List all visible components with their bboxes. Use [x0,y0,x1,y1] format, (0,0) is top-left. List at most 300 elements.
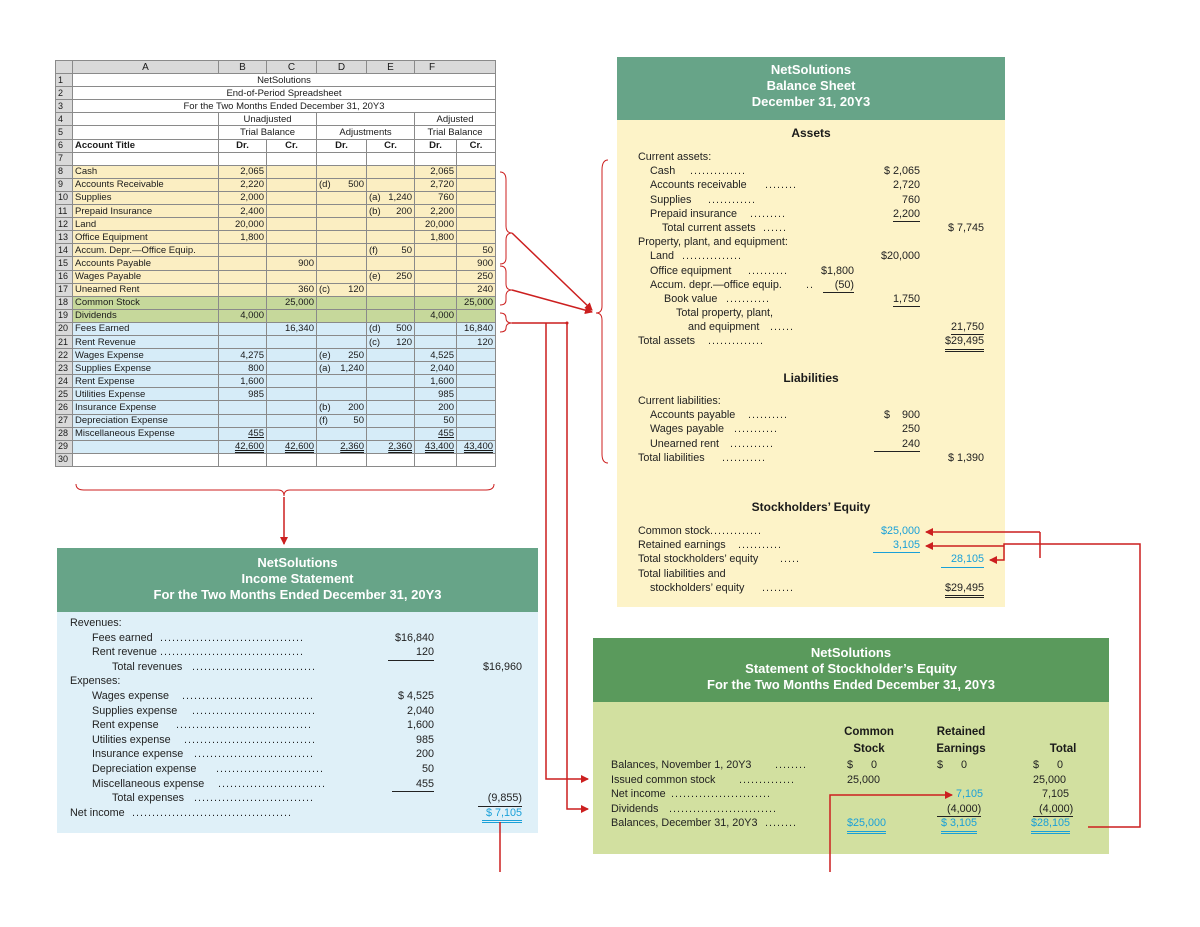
total-adjustments-cr[interactable]: 2,360 [367,440,415,453]
adjustments-cr-cell[interactable] [367,388,415,401]
adjusted-dr-cell[interactable]: 985 [415,388,457,401]
is-depr: 50 [421,762,434,775]
se-ni-tot: 7,105 [1042,788,1070,801]
row-number[interactable]: 4 [56,113,73,126]
column-header-a[interactable]: A [73,61,219,74]
is-misc: 455 [392,777,434,793]
adjusted-dr-cell[interactable]: 4,525 [415,349,457,362]
unadjusted-dr-cell[interactable]: 455 [219,427,267,440]
row-number[interactable]: 24 [56,375,73,388]
brace-liabilities [500,266,512,305]
adjustments-dr-cell[interactable] [317,218,367,231]
sheet-account-row [56,296,496,309]
adjustments-cr-cell[interactable] [367,362,415,375]
se-issued-tot: 25,000 [1033,773,1067,786]
unadjusted-cr-cell[interactable] [267,388,317,401]
account-title-cell[interactable]: Accounts Receivable [73,178,219,191]
adjusted-dr-cell[interactable]: 2,040 [415,362,457,375]
bs-total-liab: $ 1,390 [947,451,984,464]
cell[interactable] [457,453,496,466]
adjustments-dr-cell[interactable] [317,414,367,427]
adjusted-dr-cell[interactable]: 2,065 [415,165,457,178]
adjusted-cr-cell[interactable] [457,191,496,204]
account-title-cell[interactable]: Supplies [73,191,219,204]
bs-current-liab-label: Current liabilities: [638,395,721,407]
sheet-row-4 [56,113,496,126]
adjusted-dr-cell[interactable]: 455 [415,427,457,440]
unadjusted-dr-cell[interactable]: 985 [219,388,267,401]
adjusted-cr-cell[interactable]: 50 [457,244,496,257]
adjustments-cr-cell[interactable] [367,335,415,348]
account-title-cell[interactable]: Accounts Payable [73,257,219,270]
adjustment-key-label: (b) [319,401,331,413]
is-misc-label: Miscellaneous expense [92,777,205,790]
adjustments-cr-cell[interactable] [367,375,415,388]
adjustments-dr-cell[interactable] [317,191,367,204]
adjusted-dr-cell[interactable] [415,296,457,309]
row-number[interactable]: 16 [56,270,73,283]
total-adjustments-dr[interactable]: 2,360 [317,440,367,453]
adjustment-key-label: (a) [369,192,381,204]
cell[interactable] [73,453,219,466]
bs-total-ppe-label-2: and equipment [688,321,760,334]
dr-header[interactable]: Dr. [219,139,267,152]
corner-cell[interactable] [56,61,73,74]
row-number[interactable]: 19 [56,309,73,322]
row-number[interactable]: 13 [56,231,73,244]
row-number[interactable]: 9 [56,178,73,191]
bs-current-assets-label: Current assets: [638,151,712,163]
unadjusted-dr-cell[interactable] [219,401,267,414]
unadjusted-dr-cell[interactable] [219,322,267,335]
adjusted-cr-cell[interactable] [457,218,496,231]
row-number[interactable]: 22 [56,349,73,362]
is-period: For the Two Months Ended December 31, 20Y3 [153,587,442,602]
cell[interactable] [267,453,317,466]
adjustments-header[interactable]: Adjustments [317,126,415,139]
row-number[interactable]: 20 [56,322,73,335]
adjustments-dr-cell[interactable] [317,349,367,362]
cell[interactable] [267,152,317,165]
adjustments-cr-cell[interactable] [367,244,415,257]
se-col-common-1: Common [844,726,894,738]
se-div-tot: (4,000) [1033,802,1073,818]
cr-header[interactable]: Cr. [367,139,415,152]
row-number[interactable]: 2 [56,87,73,100]
unadjusted-cr-cell[interactable] [267,205,317,218]
sheet-account-row [56,283,496,296]
is-fees-label: Fees earned [92,631,153,644]
income-statement-body: Revenues: Fees earned .................................... $16,840 Rent revenue .................................... 120 Total revenues ............................... $16,960 Expenses: Wages expense ................................. $ 4,525 Supplies expense ............................... 2,040 Rent expense .................................. 1,600 Utilities expense ................................. 985 Insurance expense .............................. 200 Depreciation expense ........................... 50 Miscellaneous expense ........................... 455 Total expenses .............................. (9,855) Net income ........................................ $ 7,105 [70,616,530,820]
adjusted-dr-cell[interactable] [415,244,457,257]
unadjusted-cr-cell[interactable] [267,375,317,388]
row-number[interactable]: 28 [56,427,73,440]
adjusted-dr-cell[interactable]: 2,720 [415,178,457,191]
adjusted-dr-cell[interactable] [415,335,457,348]
bs-prepaid-label: Prepaid insurance [650,207,738,220]
adjusted-cr-cell[interactable] [457,375,496,388]
unadjusted-cr-cell[interactable] [267,191,317,204]
sheet-account-row [56,335,496,348]
unadjusted-dr-cell[interactable]: 2,000 [219,191,267,204]
bs-date: December 31, 20Y3 [751,94,871,109]
bs-total-le-label-2: stockholders’ equity [650,581,745,594]
total-unadjusted-dr[interactable]: 42,600 [219,440,267,453]
adjustments-dr-cell[interactable] [317,296,367,309]
unadjusted-cr-cell[interactable]: 360 [267,283,317,296]
adjustments-cr-cell[interactable] [367,283,415,296]
adjustments-cr-cell[interactable] [367,231,415,244]
bs-ppe-label: Property, plant, and equipment: [638,236,788,249]
bs-book: 1,750 [893,292,920,307]
adjusted-dr-cell[interactable]: 1,800 [415,231,457,244]
account-title-cell[interactable]: Common Stock [73,296,219,309]
adjustments-dr-cell[interactable] [317,244,367,257]
account-title-cell[interactable]: Wages Expense [73,349,219,362]
account-title-cell[interactable]: Office Equipment [73,231,219,244]
unadjusted-dr-cell[interactable]: 1,800 [219,231,267,244]
adjusted-cr-cell[interactable]: 25,000 [457,296,496,309]
account-title-cell[interactable]: Prepaid Insurance [73,205,219,218]
cell[interactable] [73,440,219,453]
equity-statement-header [593,638,1109,702]
row-number[interactable]: 14 [56,244,73,257]
unadjusted-header[interactable]: Unadjusted [219,113,317,126]
sheet-period-title[interactable]: For the Two Months Ended December 31, 20Y3 [73,100,496,113]
is-net-income: $ 7,105 [482,806,522,824]
row-number[interactable]: 6 [56,139,73,152]
se-issued-label: Issued common stock [611,773,716,786]
unadjusted-cr-cell[interactable] [267,414,317,427]
adjusted-cr-cell[interactable] [457,414,496,427]
cell[interactable] [415,453,457,466]
sheet-row-6 [56,139,496,152]
bs-assets-title: Assets [791,126,831,140]
sheet-account-row [56,244,496,257]
se-bal-dec-cs: $25,000 [847,816,886,834]
cell[interactable] [73,152,219,165]
adjusted-trial-balance-header[interactable]: Trial Balance [415,126,496,139]
is-total-exp-label: Total expenses [112,792,185,805]
row-number[interactable]: 18 [56,296,73,309]
unadjusted-dr-cell[interactable]: 2,400 [219,205,267,218]
adjusted-cr-cell[interactable]: 16,840 [457,322,496,335]
adjusted-cr-cell[interactable] [457,427,496,440]
unadjusted-cr-cell[interactable]: 900 [267,257,317,270]
account-title-cell[interactable]: Cash [73,165,219,178]
adjusted-dr-cell[interactable]: 1,600 [415,375,457,388]
unadjusted-dr-cell[interactable] [219,270,267,283]
dr-header[interactable]: Dr. [415,139,457,152]
adjustments-dr-cell[interactable] [317,257,367,270]
is-supplies: 2,040 [406,704,434,717]
unadjusted-cr-cell[interactable] [267,349,317,362]
unadjusted-cr-cell[interactable] [267,362,317,375]
cell[interactable] [457,152,496,165]
account-title-cell[interactable]: Wages Payable [73,270,219,283]
cell[interactable] [73,126,219,139]
adjustments-cr-cell[interactable] [367,401,415,414]
sheet-account-row [56,231,496,244]
adjustment-key-label: (d) [319,179,331,191]
adjusted-cr-cell[interactable] [457,178,496,191]
se-col-common [839,724,899,758]
adjusted-cr-cell[interactable]: 120 [457,335,496,348]
adjusted-dr-cell[interactable]: 20,000 [415,218,457,231]
adjustments-dr-cell[interactable] [317,231,367,244]
unadjusted-cr-cell[interactable] [267,218,317,231]
total-adjusted-dr[interactable]: 43,400 [415,440,457,453]
total-adjusted-cr[interactable]: 43,400 [457,440,496,453]
bs-total-se-label: Total stockholders’ equity [638,553,759,566]
adjusted-cr-cell[interactable] [457,205,496,218]
adjusted-cr-cell[interactable]: 240 [457,283,496,296]
cr-header[interactable]: Cr. [457,139,496,152]
unadjusted-cr-cell[interactable] [267,309,317,322]
adjustments-dr-cell[interactable] [317,335,367,348]
adjustments-cr-cell[interactable] [367,296,415,309]
bs-cash-label: Cash [650,165,676,178]
adjustment-amount: 250 [348,349,364,361]
column-header-d[interactable]: D [317,61,367,74]
adjustments-cr-cell[interactable] [367,427,415,440]
adjusted-cr-cell[interactable] [457,401,496,414]
account-title-cell[interactable]: Fees Earned [73,322,219,335]
adjustments-dr-cell[interactable] [317,205,367,218]
is-ins-label: Insurance expense [92,748,184,761]
bs-ar-label: Accounts receivable [650,179,747,192]
sheet-company-title[interactable]: NetSolutions [73,74,496,87]
adjustment-amount: 1,240 [340,362,364,374]
bs-wp: 250 [901,423,920,436]
bs-ur: 240 [874,437,920,452]
adjusted-cr-cell[interactable] [457,309,496,322]
column-header-b[interactable]: B [219,61,267,74]
adjustments-dr-cell[interactable] [317,388,367,401]
bs-equity-title: Stockholders’ Equity [751,500,871,514]
unadjusted-cr-cell[interactable] [267,231,317,244]
row-number[interactable]: 29 [56,440,73,453]
unadjusted-dr-cell[interactable] [219,296,267,309]
bs-liabilities-title: Liabilities [783,371,839,385]
cell[interactable] [73,113,219,126]
is-wages: $ 4,525 [397,689,434,702]
unadjusted-dr-cell[interactable] [219,257,267,270]
row-number[interactable]: 8 [56,165,73,178]
unadjusted-cr-cell[interactable]: 25,000 [267,296,317,309]
account-title-cell[interactable]: Depreciation Expense [73,414,219,427]
trial-balance-header[interactable]: Trial Balance [219,126,317,139]
row-number[interactable]: 11 [56,205,73,218]
adjustments-cr-cell[interactable] [367,322,415,335]
unadjusted-cr-cell[interactable]: 16,340 [267,322,317,335]
dr-header[interactable]: Dr. [317,139,367,152]
unadjusted-cr-cell[interactable] [267,427,317,440]
row-number[interactable]: 21 [56,335,73,348]
spreadsheet-table [55,60,496,467]
adjusted-cr-cell[interactable] [457,231,496,244]
adjustment-key-label: (f) [319,415,328,427]
adjusted-cr-cell[interactable] [457,388,496,401]
row-number[interactable]: 1 [56,74,73,87]
adjustments-cr-cell[interactable] [367,349,415,362]
account-title-cell[interactable]: Dividends [73,309,219,322]
adjusted-cr-cell[interactable] [457,349,496,362]
cr-header[interactable]: Cr. [267,139,317,152]
bs-ar: 2,720 [892,179,920,192]
adjustment-key-label: (c) [319,284,331,296]
adjustment-key-label: (b) [369,205,381,217]
arrow-liab-to-bs [512,290,592,312]
bs-company: NetSolutions [770,62,852,77]
adjusted-cr-cell[interactable] [457,165,496,178]
row-number[interactable]: 5 [56,126,73,139]
row-number[interactable]: 12 [56,218,73,231]
account-title-cell[interactable]: Land [73,218,219,231]
row-number[interactable]: 7 [56,152,73,165]
adjustment-amount: 50 [353,415,364,427]
adjustments-dr-cell[interactable] [317,401,367,414]
adjusted-dr-cell[interactable]: 50 [415,414,457,427]
bs-total-le-label-1: Total liabilities and [638,567,726,580]
adjusted-cr-cell[interactable]: 250 [457,270,496,283]
unadjusted-dr-cell[interactable]: 2,220 [219,178,267,191]
sheet-row-1 [56,74,496,87]
cell[interactable] [317,152,367,165]
cell[interactable] [367,453,415,466]
adjustments-cr-cell[interactable] [367,257,415,270]
adjustment-key-label: (e) [369,271,381,283]
adjustments-dr-cell[interactable] [317,427,367,440]
adjustments-cr-cell[interactable] [367,165,415,178]
adjustment-amount: 250 [396,271,412,283]
unadjusted-dr-cell[interactable] [219,244,267,257]
adjustments-dr-cell[interactable] [317,362,367,375]
bs-total-liab-label: Total liabilities [638,451,705,464]
row-number[interactable]: 15 [56,257,73,270]
adjustments-cr-cell[interactable] [367,414,415,427]
account-title-cell[interactable]: Supplies Expense [73,362,219,375]
total-unadjusted-cr[interactable]: 42,600 [267,440,317,453]
se-col-retained-2: Earnings [936,743,986,755]
adjusted-cr-cell[interactable]: 900 [457,257,496,270]
adjusted-dr-cell[interactable] [415,257,457,270]
account-title-cell[interactable]: Insurance Expense [73,401,219,414]
account-title-cell[interactable]: Accum. Depr.—Office Equip. [73,244,219,257]
row-number[interactable]: 17 [56,283,73,296]
account-title-cell[interactable]: Rent Revenue [73,335,219,348]
adjustments-cr-cell[interactable] [367,270,415,283]
adjusted-dr-cell[interactable]: 760 [415,191,457,204]
adjusted-dr-cell[interactable]: 200 [415,401,457,414]
unadjusted-dr-cell[interactable] [219,335,267,348]
cell[interactable] [219,152,267,165]
account-title-cell[interactable]: Rent Expense [73,375,219,388]
unadjusted-dr-cell[interactable]: 4,275 [219,349,267,362]
row-number[interactable]: 23 [56,362,73,375]
row-number[interactable]: 27 [56,414,73,427]
adjusted-dr-cell[interactable] [415,270,457,283]
account-title-cell[interactable]: Unearned Rent [73,283,219,296]
adjustments-cr-cell[interactable] [367,191,415,204]
se-bal-dec-tot: $28,105 [1031,816,1070,834]
unadjusted-cr-cell[interactable] [267,270,317,283]
adjustments-dr-cell[interactable] [317,283,367,296]
adjusted-dr-cell[interactable] [415,322,457,335]
unadjusted-cr-cell[interactable] [267,401,317,414]
row-number[interactable]: 25 [56,388,73,401]
adjustments-cr-cell[interactable] [367,309,415,322]
unadjusted-dr-cell[interactable]: 4,000 [219,309,267,322]
is-total-exp: (9,855) [478,791,522,807]
se-ni-label: Net income [611,788,666,801]
column-header-f[interactable]: F [415,61,496,74]
unadjusted-dr-cell[interactable]: 800 [219,362,267,375]
adjustment-key-label: (d) [369,323,381,335]
unadjusted-dr-cell[interactable] [219,414,267,427]
adjusted-dr-cell[interactable]: 4,000 [415,309,457,322]
adjusted-header[interactable]: Adjusted [415,113,496,126]
adjustments-cr-cell[interactable] [367,205,415,218]
cell[interactable] [367,152,415,165]
adjustments-dr-cell[interactable] [317,309,367,322]
row-number[interactable]: 30 [56,453,73,466]
se-col-total: Total [1049,743,1077,755]
account-title-header[interactable]: Account Title [73,139,219,152]
adjustments-dr-cell[interactable] [317,270,367,283]
row-number[interactable]: 10 [56,191,73,204]
cell[interactable] [415,152,457,165]
sheet-report-title[interactable]: End-of-Period Spreadsheet [73,87,496,100]
se-bal-nov-tot: $ 0 [1033,759,1064,771]
unadjusted-dr-cell[interactable] [219,283,267,296]
sheet-row-7 [56,152,496,165]
cell[interactable] [317,113,415,126]
adjustments-cr-cell[interactable] [367,178,415,191]
cell[interactable] [219,453,267,466]
account-title-cell[interactable]: Miscellaneous Expense [73,427,219,440]
adjustment-amount: 500 [348,179,364,191]
unadjusted-cr-cell[interactable] [267,335,317,348]
unadjusted-dr-cell[interactable]: 20,000 [219,218,267,231]
adjustments-dr-cell[interactable] [317,178,367,191]
adjusted-dr-cell[interactable] [415,283,457,296]
adjustments-dr-cell[interactable] [317,322,367,335]
adjusted-cr-cell[interactable] [457,362,496,375]
adjustment-amount: 1,240 [388,192,412,204]
adjustment-amount: 50 [401,244,412,256]
unadjusted-dr-cell[interactable]: 1,600 [219,375,267,388]
adjustments-dr-cell[interactable] [317,375,367,388]
cell[interactable] [317,453,367,466]
row-number[interactable]: 26 [56,401,73,414]
account-title-cell[interactable]: Utilities Expense [73,388,219,401]
unadjusted-cr-cell[interactable] [267,178,317,191]
se-ni-re: 7,105 [956,788,984,801]
adjustment-amount: 120 [348,284,364,296]
unadjusted-dr-cell[interactable]: 2,065 [219,165,267,178]
adjustments-dr-cell[interactable] [317,165,367,178]
row-number[interactable]: 3 [56,100,73,113]
se-title: Statement of Stockholder’s Equity [745,661,957,676]
adjustments-cr-cell[interactable] [367,218,415,231]
column-header-e[interactable]: E [367,61,415,74]
adjusted-dr-cell[interactable]: 2,200 [415,205,457,218]
income-statement-header [57,548,538,612]
unadjusted-cr-cell[interactable] [267,244,317,257]
unadjusted-cr-cell[interactable] [267,165,317,178]
column-header-c[interactable]: C [267,61,317,74]
